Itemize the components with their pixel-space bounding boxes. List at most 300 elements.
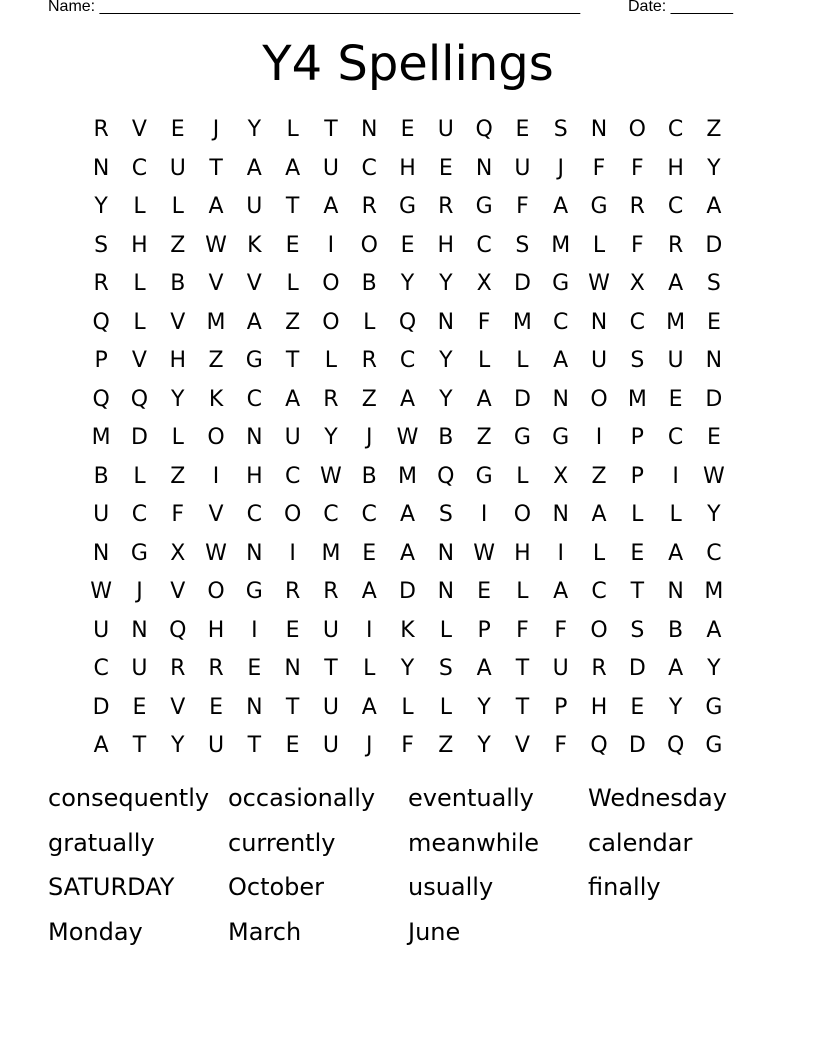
grid-letter: D [513,271,531,296]
grid-letter: F [592,155,606,181]
grid-row [82,573,733,612]
word-list-item: calendar [588,828,693,857]
grid-letter: A [208,194,224,219]
grid-letter: T [515,656,530,681]
grid-letter: M [704,579,724,604]
grid-letter: C [591,579,607,604]
grid-letter: G [245,579,263,604]
word-row [48,912,768,957]
grid-letter: H [246,463,263,489]
grid-letter: R [93,117,109,142]
grid-letter: N [246,694,263,720]
grid-letter: D [399,579,416,604]
grid-letter: O [283,502,302,527]
grid-letter: E [170,117,185,142]
grid-letter: Z [170,463,186,489]
grid-letter: C [323,502,339,527]
grid-letter: S [438,502,453,527]
grid-letter: G [513,425,531,450]
grid-letter: T [285,348,300,373]
grid-letter: D [705,232,723,258]
grid-letter: O [590,386,608,412]
word-list-item: eventually [408,784,534,812]
grid-letter: O [590,617,608,643]
grid-row [82,381,733,420]
grid-letter: W [473,540,495,566]
grid-letter: E [285,733,300,758]
grid-letter: E [668,386,683,412]
grid-letter: Q [92,309,110,335]
grid-letter: N [437,309,455,335]
grid-letter: A [285,386,301,412]
page-title: Y4 Spellings [262,36,554,92]
grid-letter: N [437,579,455,604]
grid-letter: H [514,540,531,566]
grid-row [82,727,733,766]
grid-letter: M [321,540,341,566]
grid-letter: B [361,463,377,489]
grid-letter: K [247,232,262,258]
grid-letter: E [630,540,645,566]
word-list-item: finally [588,873,661,902]
grid-letter: R [361,348,377,373]
grid-letter: A [668,540,684,566]
grid-letter: O [513,502,532,527]
grid-letter: G [245,348,263,373]
grid-row [82,458,733,497]
grid-letter: A [706,194,722,219]
grid-letter: N [246,425,263,450]
grid-letter: I [251,617,258,643]
grid-letter: I [327,232,335,258]
grid-letter: J [136,579,143,604]
grid-letter: C [361,502,377,527]
grid-letter: D [513,386,531,412]
grid-letter: U [437,117,454,142]
grid-letter: L [324,348,338,373]
grid-letter: C [667,425,684,450]
grid-letter: A [361,579,377,604]
grid-letter: R [438,194,454,219]
grid-letter: E [400,232,415,258]
date-field-label: Date: _______ [628,0,733,15]
grid-letter: X [170,540,186,566]
grid-letter: Q [437,463,455,489]
grid-row [82,150,733,189]
grid-letter: D [705,386,723,412]
grid-letter: A [246,309,262,335]
grid-letter: U [322,694,339,720]
grid-letter: Y [171,386,185,412]
word-row [48,823,768,868]
grid-letter: N [475,155,493,181]
grid-letter: L [669,502,682,527]
grid-letter: R [284,579,301,604]
grid-letter: T [285,694,300,720]
grid-letter: G [590,194,608,219]
grid-letter: L [171,425,184,450]
grid-letter: I [672,463,679,489]
grid-letter: C [246,502,263,527]
grid-letter: W [588,271,610,296]
grid-letter: Z [208,348,224,373]
grid-letter: M [666,309,686,335]
grid-letter: F [171,502,185,527]
grid-letter: A [706,617,722,643]
word-list-item: June [408,917,461,946]
grid-letter: R [208,656,224,681]
grid-letter: V [514,733,530,758]
grid-letter: W [703,463,725,489]
grid-letter: Z [706,117,722,142]
grid-letter: B [93,463,109,489]
grid-letter: L [439,694,452,720]
grid-letter: V [246,271,262,296]
grid-letter: F [630,232,644,258]
word-list-item: usually [408,873,494,902]
grid-letter: U [284,425,301,450]
grid-letter: P [94,348,108,373]
word-row [48,867,768,912]
grid-letter: N [92,540,110,566]
grid-letter: K [400,617,415,643]
grid-letter: Q [130,386,149,412]
grid-letter: L [133,463,146,489]
grid-letter: R [361,194,377,219]
grid-letter: C [399,348,416,373]
grid-letter: E [630,694,645,720]
grid-letter: E [285,232,300,258]
grid-letter: N [705,348,723,373]
grid-letter: U [667,348,684,373]
grid-letter: D [92,694,110,720]
grid-letter: H [590,694,608,720]
grid-letter: O [322,309,340,335]
grid-letter: R [170,656,186,681]
grid-letter: L [592,540,606,566]
grid-letter: U [169,155,186,181]
grid-letter: A [399,502,416,527]
grid-letter: X [553,463,569,489]
grid-letter: V [131,348,147,373]
grid-letter: S [515,232,530,258]
grid-letter: F [554,733,568,758]
grid-letter: H [207,617,225,643]
worksheet-header [48,0,748,18]
grid-letter: Y [668,694,683,720]
grid-row [82,342,733,381]
grid-letter: L [363,309,376,335]
grid-letter: H [437,232,455,258]
grid-letter: P [477,617,491,643]
grid-letter: M [551,232,571,258]
grid-letter: P [630,463,644,489]
grid-letter: V [131,117,147,142]
grid-letter: I [557,540,564,566]
grid-letter: H [667,155,684,181]
grid-letter: L [631,502,644,527]
grid-letter: F [477,309,491,335]
word-list-item: March [228,917,302,946]
grid-letter: V [170,579,186,604]
grid-letter: W [205,232,227,258]
grid-letter: U [93,502,110,527]
grid-letter: G [705,694,723,720]
grid-letter: W [205,540,227,566]
grid-letter: Y [324,425,338,450]
grid-letter: Y [439,348,453,373]
grid-letter: U [514,155,531,181]
grid-letter: Y [400,656,415,681]
grid-letter: M [627,386,647,412]
grid-letter: E [362,540,377,566]
grid-letter: W [320,463,342,489]
word-list-item: Wednesday [588,784,727,812]
grid-letter: L [401,694,414,720]
grid-letter: A [246,155,262,181]
grid-letter: E [706,425,721,450]
grid-letter: A [285,155,301,181]
grid-letter: H [399,155,416,181]
grid-row [82,304,733,343]
grid-letter: A [668,656,684,681]
grid-letter: X [629,271,645,296]
grid-letter: N [552,386,569,412]
grid-letter: S [706,271,721,296]
grid-letter: W [90,579,113,604]
grid-letter: L [133,309,146,335]
grid-letter: O [322,271,340,296]
grid-letter: T [324,656,338,681]
grid-letter: D [130,425,148,450]
grid-letter: Z [591,463,607,489]
grid-letter: E [132,694,147,720]
grid-row [82,650,733,689]
grid-letter: T [324,117,338,142]
word-list-item: Monday [48,917,143,946]
grid-letter: A [361,694,377,720]
grid-letter: A [93,733,109,758]
word-list-item: SATURDAY [48,873,175,902]
grid-letter: A [399,540,416,566]
grid-letter: C [629,309,645,335]
grid-letter: Q [398,309,417,335]
grid-letter: Q [169,617,187,643]
grid-letter: T [285,194,300,219]
grid-letter: U [322,155,339,181]
grid-letter: A [591,502,607,527]
grid-letter: F [630,155,644,181]
grid-letter: V [170,309,186,335]
grid-letter: I [595,425,603,450]
letter-grid [82,111,733,766]
grid-letter: C [246,386,263,412]
grid-letter: V [208,271,224,296]
grid-letter: A [553,579,569,604]
grid-letter: U [246,194,263,219]
grid-letter: L [516,348,529,373]
grid-letter: E [706,309,721,335]
grid-letter: N [131,617,148,643]
grid-letter: C [706,540,722,566]
grid-letter: C [284,463,301,489]
grid-letter: S [630,348,645,373]
grid-letter: W [396,425,419,450]
grid-letter: N [667,579,684,604]
grid-letter: A [476,656,492,681]
name-field-label: Name: ______________________________________________________ [48,0,581,15]
grid-row [82,227,733,266]
grid-letter: U [322,617,339,643]
grid-letter: Z [285,309,301,335]
grid-letter: M [398,463,418,489]
grid-letter: L [363,656,376,681]
grid-letter: R [667,232,684,258]
grid-letter: S [553,117,568,142]
grid-letter: M [206,309,226,335]
grid-letter: N [437,540,455,566]
grid-letter: M [91,425,111,450]
grid-letter: L [477,348,491,373]
grid-letter: U [93,617,110,643]
grid-letter: I [212,463,220,489]
grid-letter: A [476,386,492,412]
grid-letter: E [515,117,530,142]
grid-letter: A [323,194,339,219]
grid-letter: O [207,579,225,604]
grid-letter: Q [590,733,608,758]
grid-letter: Z [361,386,377,412]
grid-letter: X [476,271,492,296]
word-list-item: meanwhile [408,828,540,857]
grid-letter: L [171,194,184,219]
grid-letter: Q [92,386,110,412]
grid-letter: U [207,733,225,758]
grid-letter: Y [94,194,108,219]
grid-letter: L [286,271,299,296]
grid-letter: V [208,502,224,527]
grid-letter: H [169,348,187,373]
grid-letter: N [590,117,608,142]
grid-letter: Y [400,271,415,296]
grid-letter: G [552,425,570,450]
grid-letter: R [323,579,339,604]
word-list-item: consequently [48,784,210,812]
grid-letter: A [553,348,569,373]
grid-letter: C [667,194,684,219]
grid-letter: A [399,386,416,412]
grid-letter: G [552,271,570,296]
grid-letter: Z [476,425,492,450]
grid-row [82,419,733,458]
grid-letter: S [94,232,109,258]
grid-letter: R [629,194,645,219]
grid-letter: Q [475,117,493,142]
grid-letter: E [438,155,453,181]
grid-letter: E [477,579,492,604]
grid-letter: C [131,155,148,181]
grid-letter: O [207,425,225,450]
grid-letter: T [247,733,262,758]
grid-letter: U [552,656,569,681]
word-list-item: gratually [48,828,155,857]
word-list-item: October [228,873,325,902]
grid-letter: V [170,694,186,720]
grid-letter: Y [171,733,185,758]
grid-row [82,188,733,227]
grid-letter: J [557,155,564,181]
grid-letter: G [398,194,417,219]
grid-letter: L [133,271,146,296]
grid-letter: F [516,617,529,643]
grid-letter: N [246,540,263,566]
grid-letter: F [554,617,568,643]
grid-letter: L [516,463,529,489]
grid-row [82,689,733,728]
grid-letter: C [667,117,684,142]
grid-letter: R [323,386,339,412]
grid-letter: T [515,694,530,720]
grid-letter: R [591,656,607,681]
grid-letter: L [286,117,299,142]
grid-letter: S [630,617,645,643]
grid-letter: E [209,694,223,720]
grid-letter: Y [477,733,491,758]
grid-letter: S [438,656,453,681]
grid-letter: D [628,656,646,681]
grid-letter: N [552,502,569,527]
word-list [48,778,768,956]
grid-letter: H [131,232,148,258]
grid-letter: T [132,733,147,758]
grid-letter: Y [247,117,262,142]
grid-letter: L [133,194,146,219]
grid-letter: C [553,309,569,335]
grid-letter: C [476,232,492,258]
grid-letter: Z [170,232,186,258]
grid-letter: O [360,232,378,258]
grid-letter: E [247,656,262,681]
grid-letter: F [516,194,529,219]
grid-letter: J [212,117,220,142]
grid-letter: N [590,309,608,335]
grid-letter: G [705,733,723,758]
grid-letter: G [130,540,148,566]
grid-letter: G [475,463,493,489]
grid-letter: T [630,579,645,604]
grid-letter: I [289,540,296,566]
grid-letter: B [170,271,186,296]
grid-letter: P [554,694,568,720]
grid-row [82,535,733,574]
grid-letter: C [361,155,377,181]
grid-letter: R [93,271,109,296]
grid-row [82,612,733,651]
grid-letter: B [668,617,684,643]
word-row [48,778,768,823]
grid-letter: D [628,733,646,758]
grid-letter: Z [438,733,454,758]
grid-row [82,265,733,304]
grid-letter: E [400,117,415,142]
word-list-item: occasionally [228,784,376,812]
grid-letter: L [516,579,529,604]
grid-letter: C [93,656,109,681]
grid-letter: M [512,309,532,335]
grid-letter: I [365,617,373,643]
grid-letter: Y [439,386,453,412]
grid-letter: Y [439,271,453,296]
